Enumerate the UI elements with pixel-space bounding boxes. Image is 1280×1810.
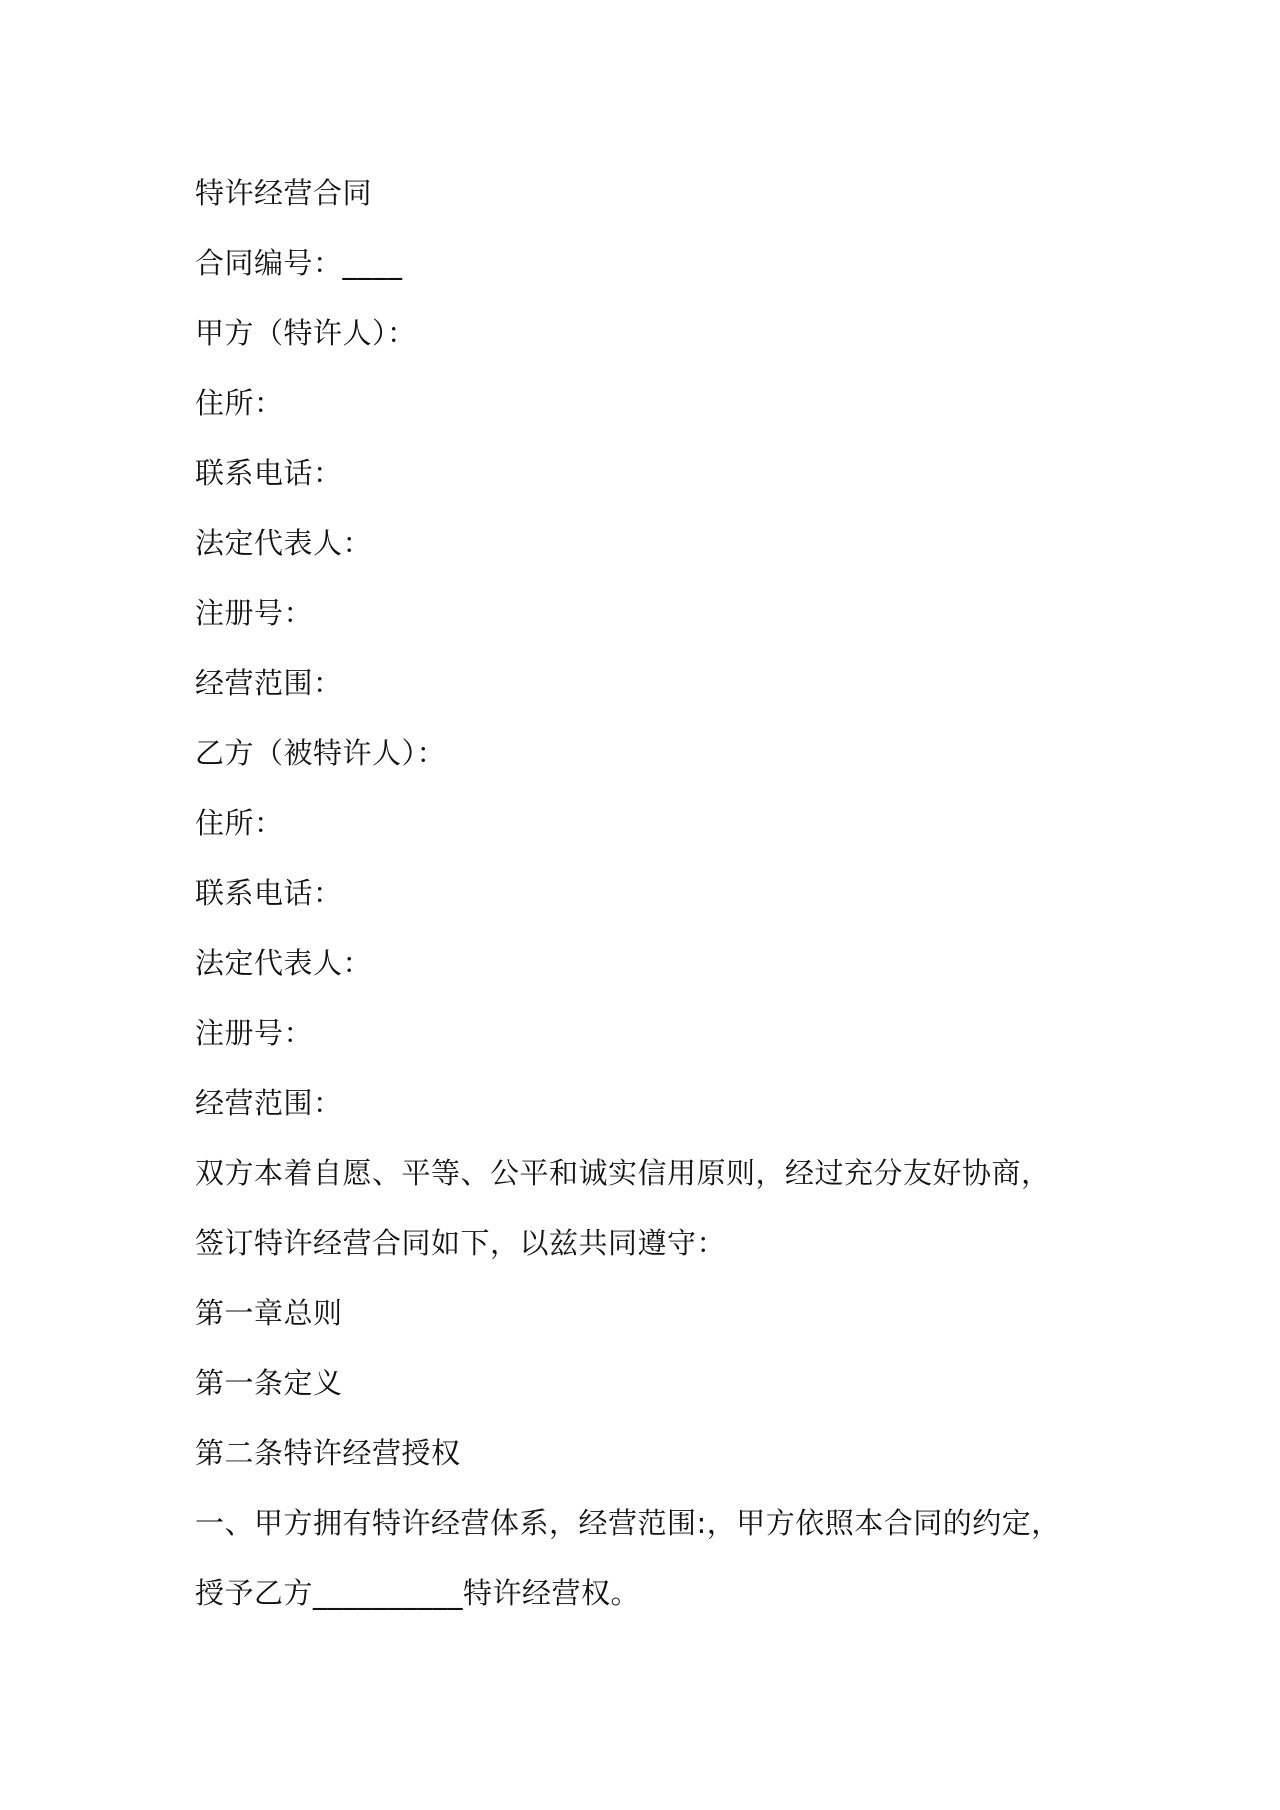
preamble-line: 双方本着自愿、平等、公平和诚实信用原则，经过充分友好协商， — [195, 1156, 1051, 1190]
party-a-representative: 法定代表人： — [195, 526, 373, 560]
preamble-line: 签订特许经营合同如下，以兹共同遵守： — [195, 1226, 727, 1260]
document-title: 特许经营合同 — [195, 176, 373, 210]
party-a-business-scope: 经营范围： — [195, 666, 343, 700]
party-a-registration: 注册号： — [195, 596, 314, 630]
party-b-representative: 法定代表人： — [195, 946, 373, 980]
party-a-address: 住所： — [195, 386, 284, 420]
party-a-phone: 联系电话： — [195, 456, 343, 490]
party-b-address: 住所： — [195, 806, 284, 840]
party-b-phone: 联系电话： — [195, 876, 343, 910]
document-body — [195, 158, 1095, 1628]
party-b-heading: 乙方（被特许人）： — [195, 736, 447, 770]
party-a-heading: 甲方（特许人）： — [195, 316, 417, 350]
article-heading: 第二条特许经营授权 — [195, 1436, 461, 1470]
chapter-heading: 第一章总则 — [195, 1296, 343, 1330]
clause-line: 一、甲方拥有特许经营体系，经营范围:，甲方依照本合同的约定， — [195, 1506, 1061, 1540]
article-heading: 第一条定义 — [195, 1366, 343, 1400]
party-b-business-scope: 经营范围： — [195, 1086, 343, 1120]
party-b-registration: 注册号： — [195, 1016, 314, 1050]
clause-line: 授予乙方__________特许经营权。 — [195, 1576, 641, 1610]
contract-number: 合同编号：____ — [195, 246, 403, 280]
